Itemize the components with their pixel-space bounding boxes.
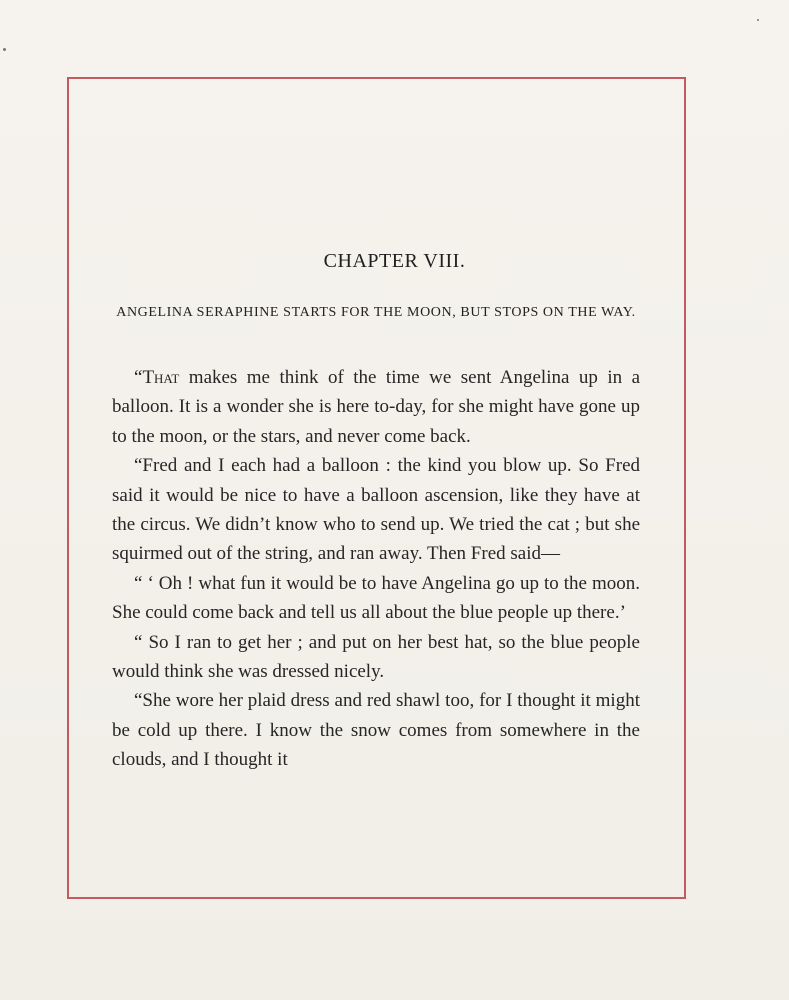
small-caps-word: That <box>142 367 180 388</box>
paper-speck <box>757 19 759 21</box>
opening-quote: “ <box>134 367 143 388</box>
paragraph-text: makes me think of the time we sent Angelina up in a balloon. It is a wonder she is here to-day, for she might have gone up to the moon, or the stars, and never come back. <box>112 367 640 447</box>
paragraph: “She wore her plaid dress and red shawl too, for I thought it might be cold up there. I know the snow comes from somewhere in the clouds, and I thought it <box>112 690 640 771</box>
paragraph: “Fred and I each had a balloon : the kind you blow up. So Fred said it would be nice to have a balloon ascension, like they have at the circus. We didn’t know who to send up. We tried the cat ; but she squirmed out of the string, and ran away. Then Fred said— <box>112 455 640 565</box>
chapter-subtitle: ANGELINA SERAPHINE STARTS FOR THE MOON, BUT STOPS ON THE WAY. <box>116 305 636 320</box>
paragraph: “ So I ran to get her ; and put on her best hat, so the blue people would think she was dressed nicely. <box>112 631 640 683</box>
paragraph: “ ‘ Oh ! what fun it would be to have Angelina go up to the moon. She could come back and tell us all about the blue people up there.’ <box>112 572 640 624</box>
paragraph <box>112 363 640 451</box>
chapter-body <box>112 363 640 775</box>
paper-speck <box>3 48 6 51</box>
chapter-title: CHAPTER VIII. <box>323 250 466 272</box>
